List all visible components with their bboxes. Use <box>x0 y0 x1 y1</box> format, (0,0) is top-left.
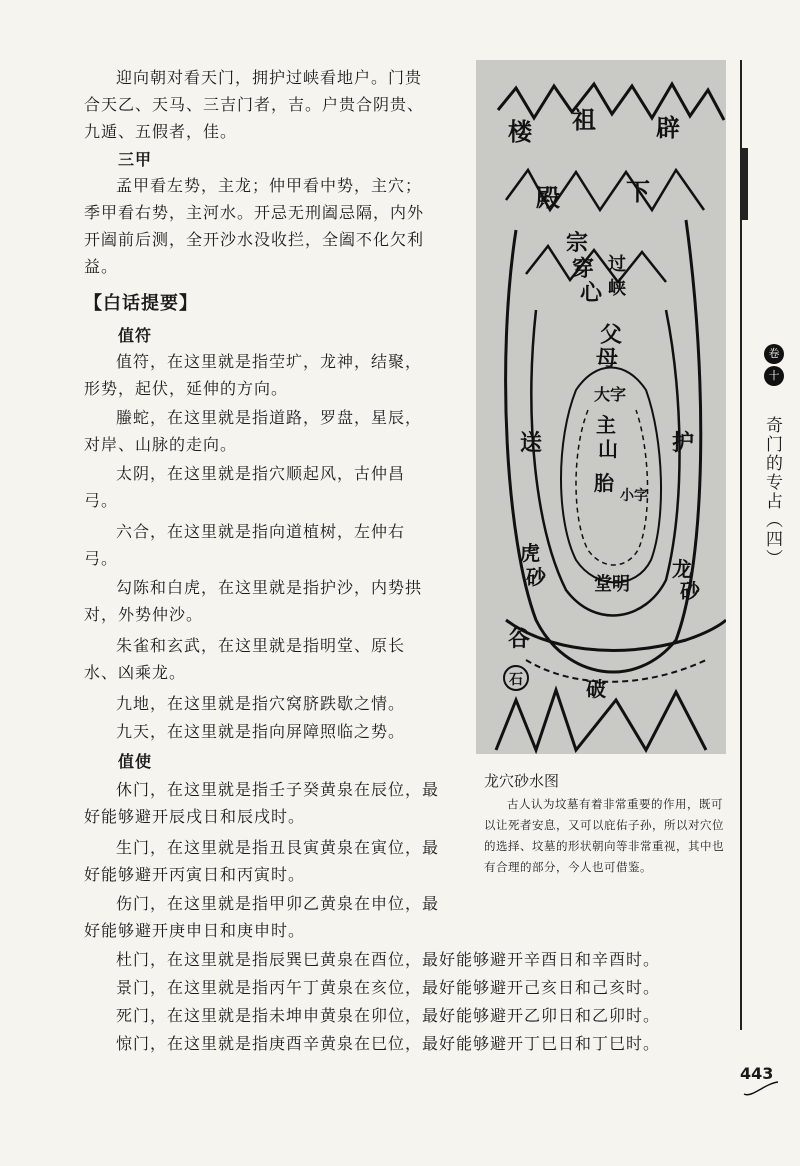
label-shi: 石 <box>509 672 523 688</box>
para-sanjia: 孟甲看左势，主龙；仲甲看中势，主穴；季甲看右势，主河水。开忌无刑阖忌隔，内外开阖前后测，全开沙水没收拦，全阖不化欠利益。 <box>84 176 425 276</box>
label-zu: 祖 <box>572 105 596 134</box>
label-lou: 楼 <box>508 117 532 146</box>
para-zhifu-4: 六合，在这里就是指向道植树，左仲右弓。 <box>84 522 406 568</box>
para-zhishi-2: 生门，在这里就是指丑艮寅黄泉在寅位，最好能够避开丙寅日和丙寅时。 <box>84 838 440 884</box>
label-po: 破 <box>586 677 606 701</box>
label-mu: 母 <box>596 346 619 372</box>
para-zhifu-7: 九地，在这里就是指穴窝脐跌歇之情。 <box>116 694 406 713</box>
label-zong: 宗 <box>566 230 589 256</box>
label-dian: 殿 <box>536 183 560 212</box>
label-long: 龙 <box>672 557 692 581</box>
para-zhishi-4: 杜门，在这里就是指辰巽巳黄泉在酉位，最好能够避开辛酉日和辛酉时。 <box>116 950 661 969</box>
para-zhifu-8: 九天，在这里就是指向屏障照临之势。 <box>116 722 406 741</box>
dragon-lair-diagram <box>476 60 726 754</box>
badge-shi: 十 <box>764 366 784 386</box>
diagram-svg <box>476 60 726 754</box>
label-chuan: 穿 <box>572 256 595 282</box>
label-guo: 过 <box>608 254 626 275</box>
heading-zhifu: 值符 <box>118 326 153 345</box>
para-zhishi-1: 休门，在这里就是指壬子癸黄泉在辰位，最好能够避开辰戌日和辰戌时。 <box>84 780 440 826</box>
heading-sanjia: 三甲 <box>118 150 153 169</box>
figure-caption-body: 古人认为坟墓有着非常重要的作用，既可以让死者安息，又可以庇佑子孙，所以对穴位的选择、坟墓的形状朝向等非常重视，其中也有合理的部分，今人也可借鉴。 <box>484 797 724 874</box>
para-gate-doors: 迎向朝对看天门，拥护过峡看地户。门贵合天乙、天马、三吉门者，吉。户贵合阴贵、九遁、五假者，佳。 <box>84 68 425 141</box>
para-zhishi-5: 景门，在这里就是指丙午丁黄泉在亥位，最好能够避开己亥日和己亥时。 <box>116 978 661 997</box>
label-fu: 父 <box>600 322 623 348</box>
para-zhifu-3: 太阴，在这里就是指穴顺起风，古仲昌弓。 <box>84 464 406 510</box>
page-flourish-icon <box>742 1080 782 1100</box>
label-xia: 下 <box>626 177 650 206</box>
label-dazi: 大字 <box>594 385 627 404</box>
figure-caption-title: 龙穴砂水图 <box>484 772 560 790</box>
heading-baihua: 【白话提要】 <box>84 293 198 314</box>
section-label: 奇门的专占（四） <box>762 416 782 568</box>
para-zhishi-6: 死门，在这里就是指未坤申黄泉在卯位，最好能够避开乙卯日和乙卯时。 <box>116 1006 661 1025</box>
label-xin: 心 <box>580 280 603 306</box>
para-zhifu-6: 朱雀和玄武，在这里就是指明堂、原长水、凶乘龙。 <box>84 636 406 682</box>
para-zhifu-2: 螣蛇，在这里就是指道路，罗盘，星辰，对岸、山脉的走向。 <box>84 408 423 454</box>
para-zhifu-5: 勾陈和白虎，在这里就是指护沙，内势拱对，外势仲沙。 <box>84 578 423 624</box>
para-zhishi-3: 伤门，在这里就是指甲卯乙黄泉在申位，最好能够避开庚申日和庚申时。 <box>84 894 440 940</box>
label-sha2: 砂 <box>680 579 700 603</box>
page-number: 443 <box>740 1064 774 1083</box>
mountain-ridge-top <box>498 84 724 120</box>
label-xizi: 小字 <box>620 488 648 504</box>
mountain-ridge-3 <box>526 246 666 282</box>
side-tab-bar <box>742 148 748 220</box>
para-zhifu-1: 值符，在这里就是指茔圹，龙神，结聚，形势，起伏，延伸的方向。 <box>84 352 423 398</box>
para-zhishi-7: 惊门，在这里就是指庚酉辛黄泉在巳位，最好能够避开丁巳日和丁巳时。 <box>116 1034 661 1053</box>
label-song: 送 <box>520 430 543 456</box>
label-xia2: 峡 <box>608 278 626 299</box>
heading-zhishi: 值使 <box>118 752 153 771</box>
label-zhu: 主 <box>596 413 616 437</box>
label-gu: 谷 <box>508 626 531 652</box>
badge-juan: 卷 <box>764 344 784 364</box>
label-shan: 山 <box>598 437 618 461</box>
label-mingtang: 堂明 <box>594 574 630 595</box>
label-bi: 辟 <box>656 113 680 142</box>
label-sha: 砂 <box>526 565 546 589</box>
label-hu-r: 护 <box>672 430 695 456</box>
label-hu: 虎 <box>520 541 540 565</box>
label-tai: 胎 <box>594 471 614 495</box>
